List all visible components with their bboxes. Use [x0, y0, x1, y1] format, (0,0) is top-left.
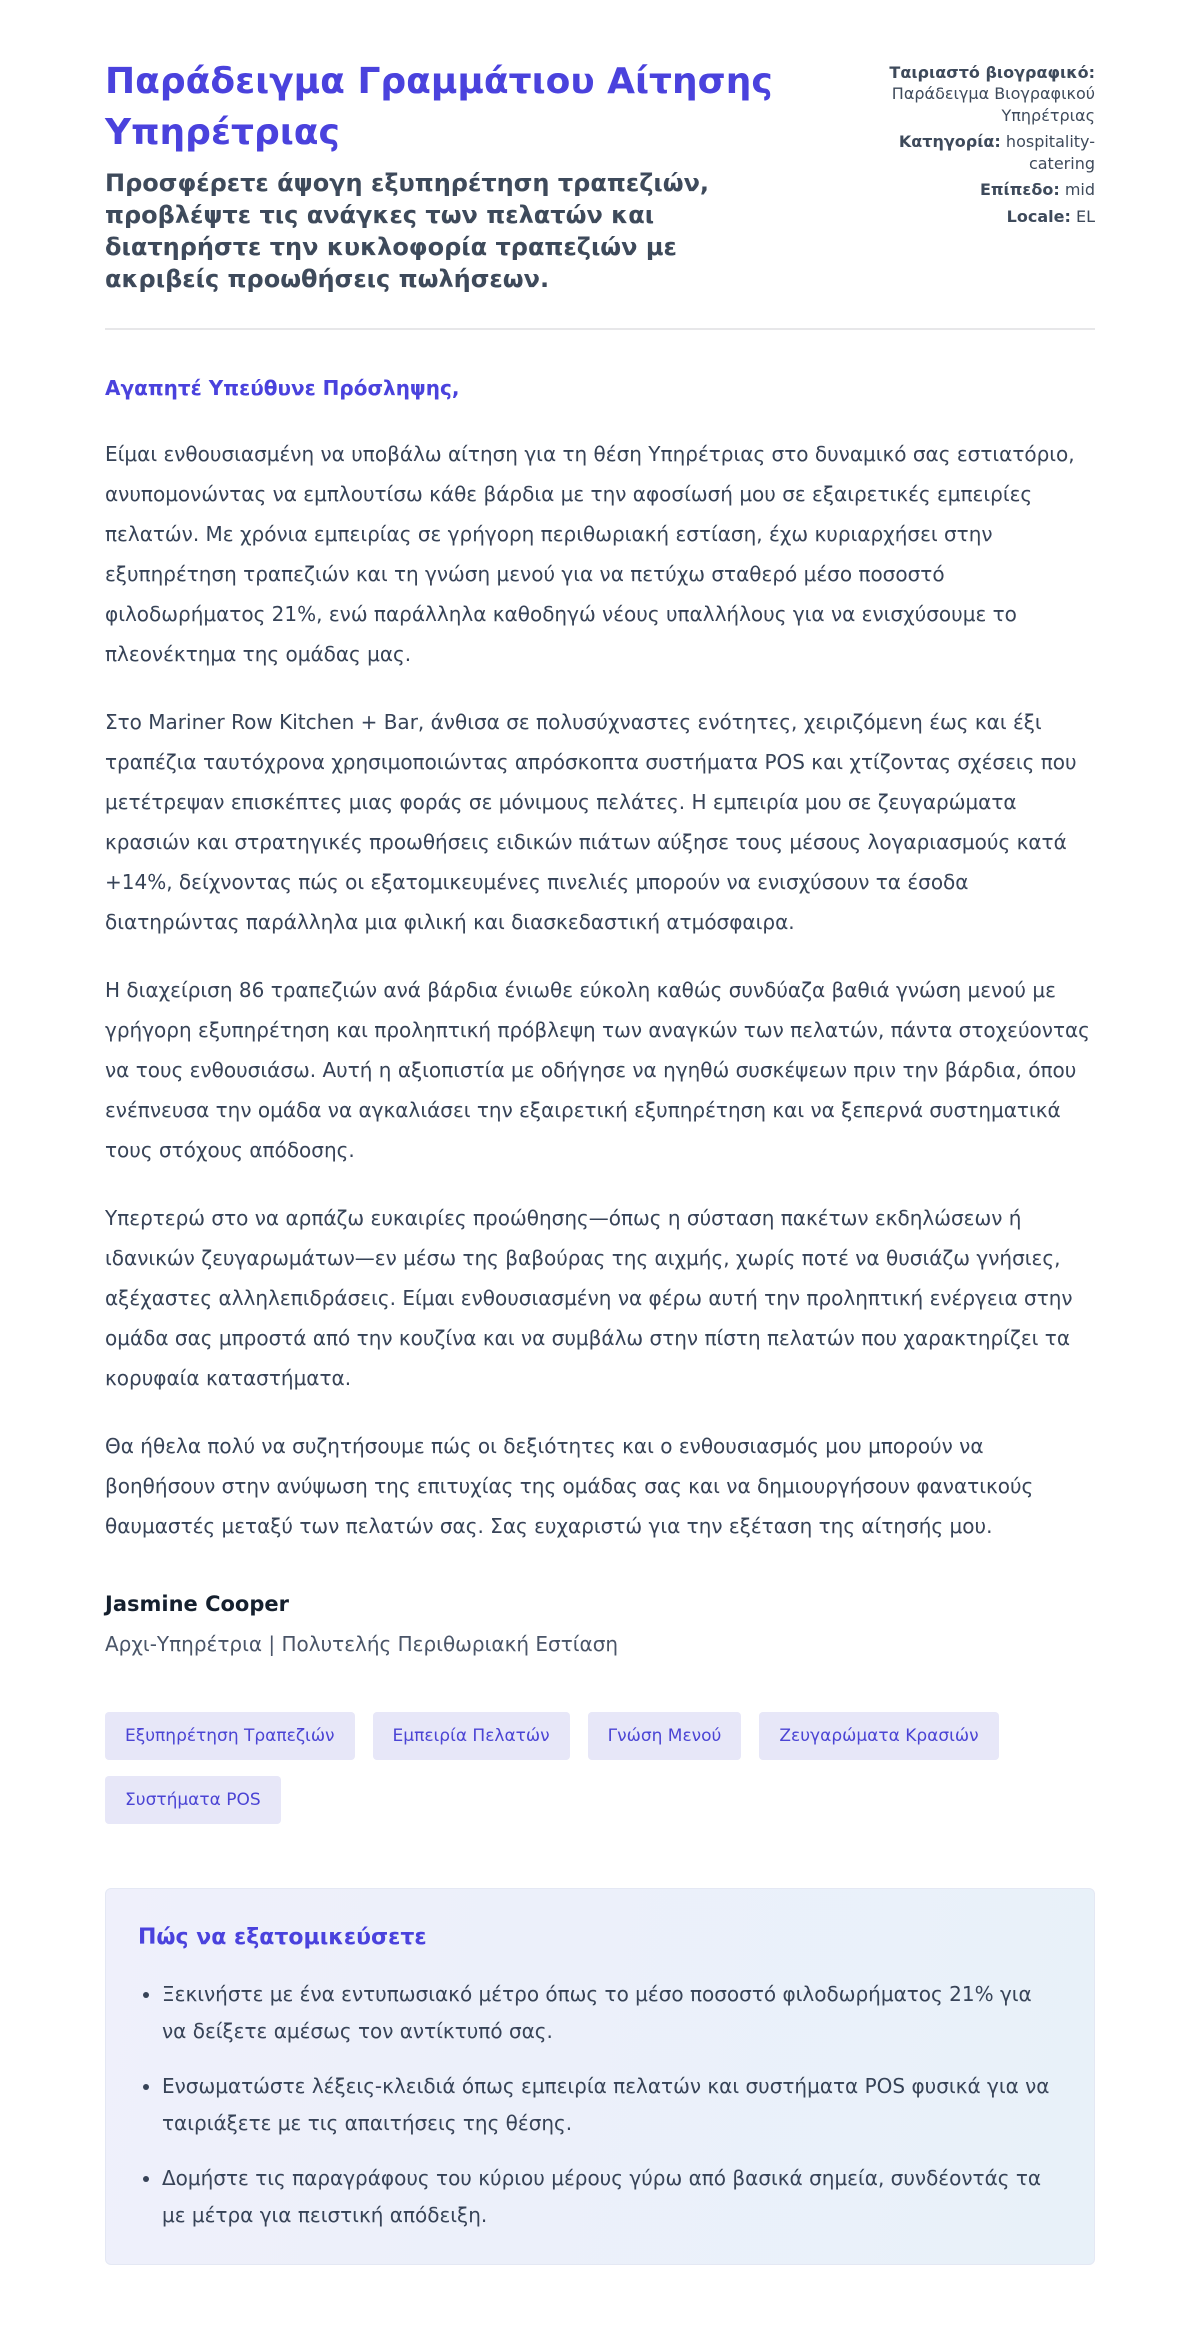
category-value: hospitality-catering: [1005, 132, 1095, 173]
signature-name: Jasmine Cooper: [105, 1591, 289, 1616]
level-meta: [885, 179, 1095, 200]
letter-paragraph: Θα ήθελα πολύ να συζητήσουμε πώς οι δεξιότητες και ο ενθουσιασμός μου μπορούν να βοηθήσουν στην ανύψωση της επιτυχίας της ομάδας σας και να δημιουργήσουν φανατικούς θαυμαστές μεταξύ των πελατών σας. Σας ευχαριστώ για την εξέταση της αίτησής μου.: [105, 1433, 1034, 1538]
letter-greeting: Αγαπητέ Υπεύθυνε Πρόσληψης,: [105, 375, 460, 400]
category-label: Κατηγορία:: [898, 132, 1001, 152]
level-value: mid: [1064, 180, 1095, 200]
tip-item: • Ενσωματώστε λέξεις-κλειδιά όπως εμπειρία πελατών και συστήματα POS φυσικά για να ταιριάξετε με τις απαιτήσεις της θέσης.: [162, 2068, 1062, 2142]
page-subtitle: Προσφέρετε άψογη εξυπηρέτηση τραπεζιών, προβλέψτε τις ανάγκες των πελατών και διατηρήστε την κυκλοφορία τραπεζιών με ακριβείς προωθήσεις πωλήσεων.: [105, 169, 710, 293]
matching-resume-value: Παράδειγμα Βιογραφικού Υπηρέτριας: [891, 84, 1095, 125]
skill-tag[interactable]: Εμπειρία Πελατών: [373, 1712, 570, 1760]
skill-tag[interactable]: Ζευγαρώματα Κρασιών: [759, 1712, 998, 1760]
level-label: Επίπεδο:: [979, 180, 1060, 200]
matching-resume-meta: [885, 62, 1095, 126]
header-titles: [105, 56, 885, 296]
cover-letter-example-page: [105, 0, 1095, 2335]
tips-heading: Πώς να εξατομικεύσετε: [138, 1924, 427, 1950]
header-divider: [105, 328, 1095, 330]
letter-paragraph: Στο Mariner Row Kitchen + Bar, άνθισα σε πολυσύχναστες ενότητες, χειριζόμενη έως και έξι τραπέζια ταυτόχρονα χρησιμοποιώντας απρόσκοπτα συστήματα POS και χτίζοντας σχέσεις που μετέτρεψαν επισκέπτες μιας φοράς σε μόνιμους πελάτες. Η εμπειρία μου σε ζευγαρώματα κρασιών και στρατηγικές προωθήσεις ειδικών πιάτων αύξησε τους μέσους λογαριασμούς κατά +14%, δείχνοντας πώς οι εξατομικευμένες πινελιές μπορούν να ενισχύσουν τα έσοδα διατηρώντας παράλληλα μια φιλική και διασκεδαστική ατμόσφαιρα.: [105, 709, 1077, 934]
letter-paragraph: Η διαχείριση 86 τραπεζιών ανά βάρδια ένιωθε εύκολη καθώς συνδύαζα βαθιά γνώση μενού με γρήγορη εξυπηρέτηση και προληπτική πρόβλεψη των αναγκών των πελατών, πάντα στοχεύοντας να τους ενθουσιάσω. Αυτή η αξιοπιστία με οδήγησε να ηγηθώ συσκέψεων πριν την βάρδια, όπου ενέπνευσα την ομάδα να αγκαλιάσει την εξαιρετική εξυπηρέτηση και να ξεπερνά συστηματικά τους στόχους απόδοσης.: [105, 977, 1090, 1162]
letter-paragraph: Υπερτερώ στο να αρπάζω ευκαιρίες προώθησης—όπως η σύσταση πακέτων εκδηλώσεων ή ιδανικών ζευγαρωμάτων—εν μέσω της βαβούρας της αιχμής, χωρίς ποτέ να θυσιάζω γνήσιες, αξέχαστες αλληλεπιδράσεις. Είμαι ενθουσιασμένη να φέρω αυτή την προληπτική ενέργεια στην ομάδα σας μπροστά από την κουζίνα και να συμβάλω στην πίστη πελατών που χαρακτηρίζει τα κορυφαία καταστήματα.: [105, 1205, 1073, 1390]
letter-paragraph: Είμαι ενθουσιασμένη να υποβάλω αίτηση για τη θέση Υπηρέτριας στο δυναμικό σας εστιατόριο, ανυπομονώντας να εμπλουτίσω κάθε βάρδια με την αφοσίωσή μου σε εξαιρετικές εμπειρίες πελατών. Με χρόνια εμπειρίας σε γρήγορη περιθωριακή εστίαση, έχω κυριαρχήσει στην εξυπηρέτηση τραπεζιών και τη γνώση μενού για να πετύχω σταθερό μέσο ποσοστό φιλοδωρήματος 21%, ενώ παράλληλα καθοδηγώ νέους υπαλλήλους για να ενισχύσουμε το πλεονέκτημα της ομάδας μας.: [105, 441, 1075, 666]
letter-paragraphs: [105, 434, 1095, 1546]
letter-body: [105, 376, 1095, 1656]
locale-value: EL: [1075, 206, 1095, 226]
resume-meta-panel: [885, 56, 1095, 232]
tip-item: • Ξεκινήστε με ένα εντυπωσιακό μέτρο όπως το μέσο ποσοστό φιλοδωρήματος 21% για να δείξετε αμέσως τον αντίκτυπό σας.: [162, 1976, 1062, 2050]
signature-role: Αρχι-Υπηρέτρια | Πολυτελής Περιθωριακή Εστίαση: [105, 1631, 619, 1656]
skill-tag[interactable]: Εξυπηρέτηση Τραπεζιών: [105, 1712, 355, 1760]
tip-item: • Δομήστε τις παραγράφους του κύριου μέρους γύρω από βασικά σημεία, συνδέοντάς τα με μέτρα για πειστική απόδειξη.: [162, 2160, 1062, 2234]
locale-label: Locale:: [1006, 206, 1071, 226]
skill-tags: [105, 1712, 1095, 1824]
page-header: [105, 56, 1095, 296]
signature-block: [105, 1592, 1095, 1656]
category-meta: [885, 131, 1095, 174]
matching-resume-label: Ταιριαστό βιογραφικό:: [889, 63, 1095, 82]
page-title: Παράδειγμα Γραμμάτιου Αίτησης Υπηρέτριας: [105, 61, 773, 154]
tips-list: [138, 1976, 1062, 2234]
skill-tag[interactable]: Γνώση Μενού: [588, 1712, 742, 1760]
locale-meta: [885, 206, 1095, 227]
personalization-tips-box: [105, 1888, 1095, 2265]
skill-tag[interactable]: Συστήματα POS: [105, 1776, 281, 1824]
